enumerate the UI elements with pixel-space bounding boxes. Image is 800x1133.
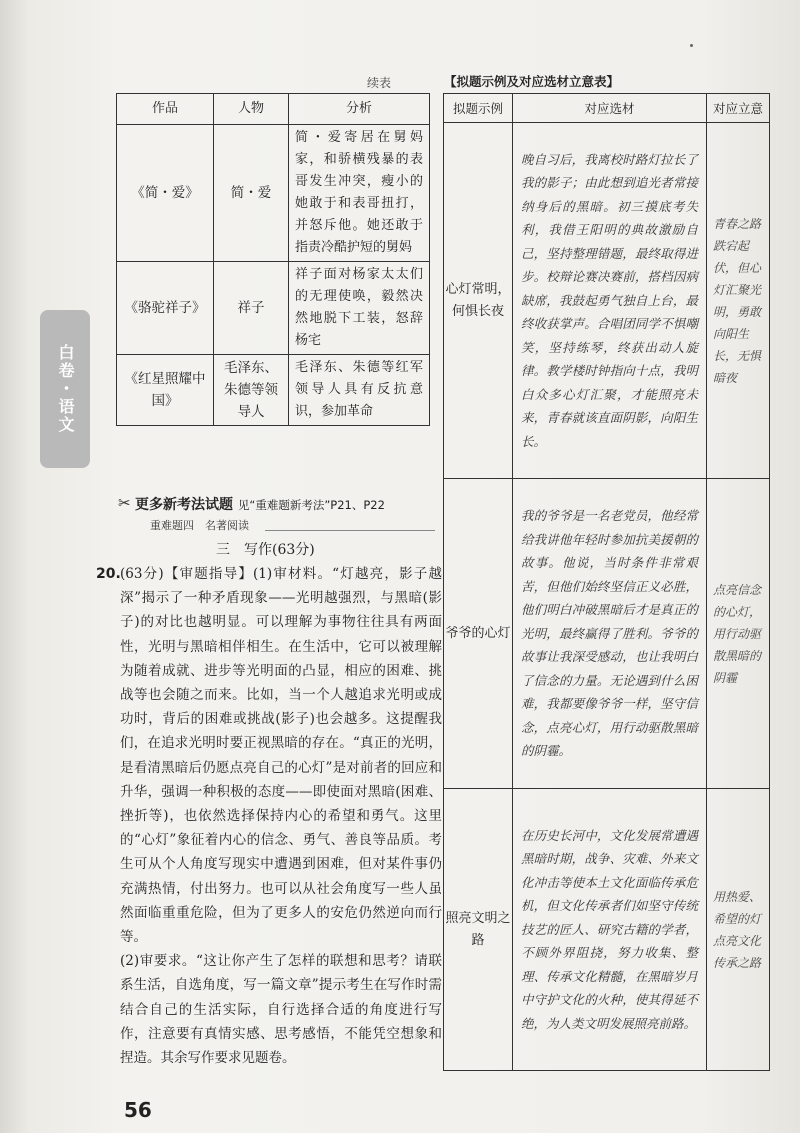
table-row: [444, 123, 770, 479]
analysis-cell: 祥子面对杨家太太们的无理使唤，毅然决然地脱下工装，怒辞杨宅: [289, 262, 430, 355]
header-person: 人物: [214, 94, 289, 125]
paperclip-icon: ✂: [118, 494, 131, 512]
answer-paragraph: (63分)【审题指导】(1)审材料。“灯越亮，影子越深”揭示了一种矛盾现象——光明越强烈，与黑暗(影子)的对比也越明显。可以理解为事物往往具有两面性，光明与黑暗相伴相生。在生活中，它可以被理解为随着成就、进步等光明面的凸显，相应的困难、挑战等也会随之而来。比如，当一个人越追求光明或成功时，背后的困难或挑战(影子)也会越多。这提醒我们，在追求光明时要正视黑暗的存在。“真正的光明，是看清黑暗后仍愿点亮自己的心灯”是对前者的回应和升华，强调一种积极的态度——即使面对黑暗(困难、挫折等)，也依然选择保持内心的希望和勇气。这里的“心灯”象征着内心的信念、勇气、善良等品质。考生可从个人角度写现实中遭遇到困难，但对某件事仍充满热情，付出努力。也可以从社会角度写一些人虽然面临重重危险，但为了更多人的安危仍然逆向而行等。: [120, 566, 442, 946]
analysis-cell: 毛泽东、朱德等红军领导人具有反抗意识，参加革命: [289, 355, 430, 426]
speck: [690, 44, 693, 47]
works-table-header: [117, 94, 430, 125]
topic-cell: 照亮文明之路: [444, 789, 513, 1071]
examples-table: [443, 93, 770, 1071]
person-cell: 简・爱: [214, 125, 289, 262]
side-tab: 白卷・语文: [40, 310, 90, 468]
table-row: [444, 479, 770, 789]
table-row: [117, 125, 430, 262]
header-analysis: 分析: [289, 94, 430, 125]
topic-cell: 心灯常明，何惧长夜: [444, 123, 513, 479]
table-row: [117, 355, 430, 426]
page-number: 56: [124, 1098, 152, 1122]
header-meaning: 对应立意: [707, 94, 770, 123]
analysis-cell: 简・爱寄居在舅妈家，和骄横残暴的表哥发生冲突，瘦小的她敢于和表哥扭打，并怒斥他。她还敢于指责冷酷护短的舅妈: [289, 125, 430, 262]
more-questions: [135, 494, 385, 514]
header-work: 作品: [117, 94, 214, 125]
meaning-cell: 青春之路跌宕起伏，但心灯汇聚光明，勇敢向阳生长，无惧暗夜: [707, 123, 770, 479]
divider: [265, 530, 435, 531]
work-cell: 《简・爱》: [117, 125, 214, 262]
material-cell: 晚自习后，我离校时路灯拉长了我的影子；由此想到追光者常接纳身后的黑暗。初三摸底考失利，我借王阳明的典故激励自己，坚持整理错题，最终取得进步。校辩论赛决赛前，搭档因病缺席，我鼓起勇气独自上台，最终收获掌声。合唱团同学不惧嘲笑，坚持练琴，终获出动人旋律。教学楼时钟指向十点，我明白众多心灯汇聚，才能照亮未来，青春就该直面阴影，向阳生长。: [513, 123, 707, 479]
works-table: [116, 93, 430, 426]
answer-paragraph: (2)审要求。“这让你产生了怎样的联想和思考？请联系生活，自选角度，写一篇文章”提示考生在写作时需结合自己的生活实际，自行选择合适的角度进行写作，注意要有真情实感、思考感悟，不能凭空想象和捏造。其余写作要求见题卷。: [120, 953, 442, 1067]
more-questions-title: 更多新考法试题: [135, 497, 233, 513]
more-questions-sub: 重难题四 名著阅读: [150, 519, 249, 532]
person-cell: 毛泽东、朱德等领导人: [214, 355, 289, 426]
answer-text: [120, 562, 442, 1070]
topic-cell: 爷爷的心灯: [444, 479, 513, 789]
header-topic: 拟题示例: [444, 94, 513, 123]
header-material: 对应选材: [513, 94, 707, 123]
section-title: 三 写作(63分): [216, 542, 315, 558]
material-cell: 在历史长河中，文化发展常遭遇黑暗时期，战争、灾难、外来文化冲击等使本土文化面临传承危机，但文化传承者们如坚守传统技艺的匠人、研究古籍的学者，不顾外界阻挠，努力收集、整理、传承文化精髓，在黑暗岁月中守护文化的火种，使其得延不绝，为人类文明发展照亮前路。: [513, 789, 707, 1071]
continued-label: 续表: [367, 76, 392, 90]
meaning-cell: 用热爱、希望的灯点亮文化传承之路: [707, 789, 770, 1071]
more-questions-ref: 见“重难题新考法”P21、P22: [237, 498, 385, 512]
meaning-cell: 点亮信念的心灯，用行动驱散黑暗的阴霾: [707, 479, 770, 789]
material-cell: 我的爷爷是一名老党员，他经常给我讲他年轻时参加抗美援朝的故事。他说，当时条件非常艰苦，但他们始终坚信正义必胜，他们明白冲破黑暗后才是真正的光明，最终赢得了胜利。爷爷的故事让我深受感动，也让我明白了信念的力量。无论遇到什么困难，我都要像爷爷一样，坚守信念，点亮心灯，用行动驱散黑暗的阴霾。: [513, 479, 707, 789]
work-cell: 《骆驼祥子》: [117, 262, 214, 355]
examples-title: 【拟题示例及对应选材立意表】: [444, 74, 620, 89]
table-row: [117, 262, 430, 355]
table-row: [444, 789, 770, 1071]
examples-table-header: [444, 94, 770, 123]
person-cell: 祥子: [214, 262, 289, 355]
question-number: 20.: [96, 566, 121, 582]
work-cell: 《红星照耀中国》: [117, 355, 214, 426]
